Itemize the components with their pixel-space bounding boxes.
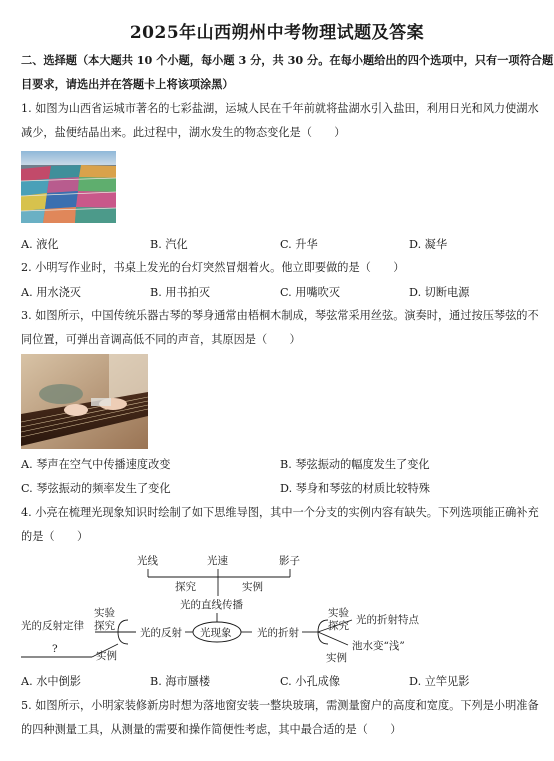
mindmap-refraction: 光的折射	[257, 627, 299, 639]
mindmap-light-speed: 光速	[207, 555, 228, 567]
q4-option-d: D. 立竿见影	[409, 675, 470, 688]
q4-option-b: B. 海市蜃楼	[150, 675, 211, 688]
section-heading-line1: 二、选择题（本大题共 10 个小题，每小题 3 分，共 30 分。在每小题给出的四个选项中，只有一项符合题	[21, 53, 554, 67]
q4-text-line2: 的是（ ）	[21, 530, 89, 543]
mindmap-refraction-feature: 光的折射特点	[356, 614, 419, 626]
mindmap-explore-top: 探究	[175, 581, 196, 593]
q3-option-d: D. 琴身和琴弦的材质比较特殊	[280, 482, 430, 495]
mindmap-center: 光现象	[200, 627, 232, 639]
q4-text-line1: 4. 小亮在梳理光现象知识时绘制了如下思维导图，其中一个分支的实例内容有缺失。下列选项能正确补充	[21, 506, 539, 519]
page-title: 2025年山西朔州中考物理试题及答案	[129, 23, 425, 43]
mindmap-explore-right: 探究	[328, 620, 349, 632]
q2-option-b: B. 用书拍灭	[150, 286, 211, 299]
q1-option-c: C. 升华	[280, 238, 318, 251]
q4-option-c: C. 小孔成像	[280, 675, 341, 688]
mindmap-experiment-left: 实验	[94, 607, 115, 619]
q4-option-a: A. 水中倒影	[21, 675, 81, 688]
q3-option-b: B. 琴弦振动的幅度发生了变化	[280, 458, 430, 471]
mindmap-experiment-right: 实验	[328, 607, 349, 619]
q3-option-c: C. 琴弦振动的频率发生了变化	[21, 482, 171, 495]
q1-option-d: D. 凝华	[409, 238, 448, 251]
q1-text-line1: 1. 如图为山西省运城市著名的七彩盐湖，运城人民在千年前就将盐湖水引入盐田，利用日光和风力使湖水	[21, 102, 539, 115]
mindmap-straight-propagation: 光的直线传播	[180, 599, 243, 611]
section-heading-line2: 目要求，请选出并在答题卡上将该项涂黑）	[21, 77, 234, 91]
mindmap-shadow: 影子	[279, 555, 300, 567]
mindmap-reflection: 光的反射	[140, 627, 182, 639]
q2-text-line1: 2. 小明写作业时，书桌上发光的台灯突然冒烟着火。他立即要做的是（ ）	[21, 261, 405, 274]
mindmap-pool-shallow: 池水变“浅”	[352, 640, 405, 652]
mindmap-explore-left: 探究	[94, 620, 115, 632]
q3-option-a: A. 琴声在空气中传播速度改变	[21, 458, 171, 471]
q1-option-a: A. 液化	[21, 238, 59, 251]
q5-text-line1: 5. 如图所示，小明家装修新房时想为落地窗安装一整块玻璃，需测量窗户的高度和宽度。下列是小明准备	[21, 699, 539, 712]
q5-text-line2: 的四种测量工具，从测量的需要和操作简便性考虑，其中最合适的是（ ）	[21, 723, 402, 736]
q2-option-d: D. 切断电源	[409, 286, 470, 299]
mindmap-example-right: 实例	[326, 652, 347, 664]
q2-option-a: A. 用水浇灭	[21, 286, 81, 299]
mindmap-light-ray: 光线	[137, 555, 158, 567]
mindmap-example-left: 实例	[96, 650, 117, 662]
q3-text-line1: 3. 如图所示，中国传统乐器古琴的琴身通常由梧桐木制成，琴弦常采用丝弦。演奏时，通过按压琴弦的不	[21, 309, 539, 322]
mindmap-blank: ?	[52, 643, 58, 655]
q2-option-c: C. 用嘴吹灭	[280, 286, 341, 299]
mindmap-example-top: 实例	[242, 581, 263, 593]
mindmap-reflection-law: 光的反射定律	[21, 620, 84, 632]
q1-option-b: B. 汽化	[150, 238, 188, 251]
q1-text-line2: 减少，盐便结晶出来。此过程中，湖水发生的物态变化是（ ）	[21, 126, 346, 139]
q3-text-line2: 同位置，可弹出音调高低不同的声音，其原因是（ ）	[21, 333, 301, 346]
